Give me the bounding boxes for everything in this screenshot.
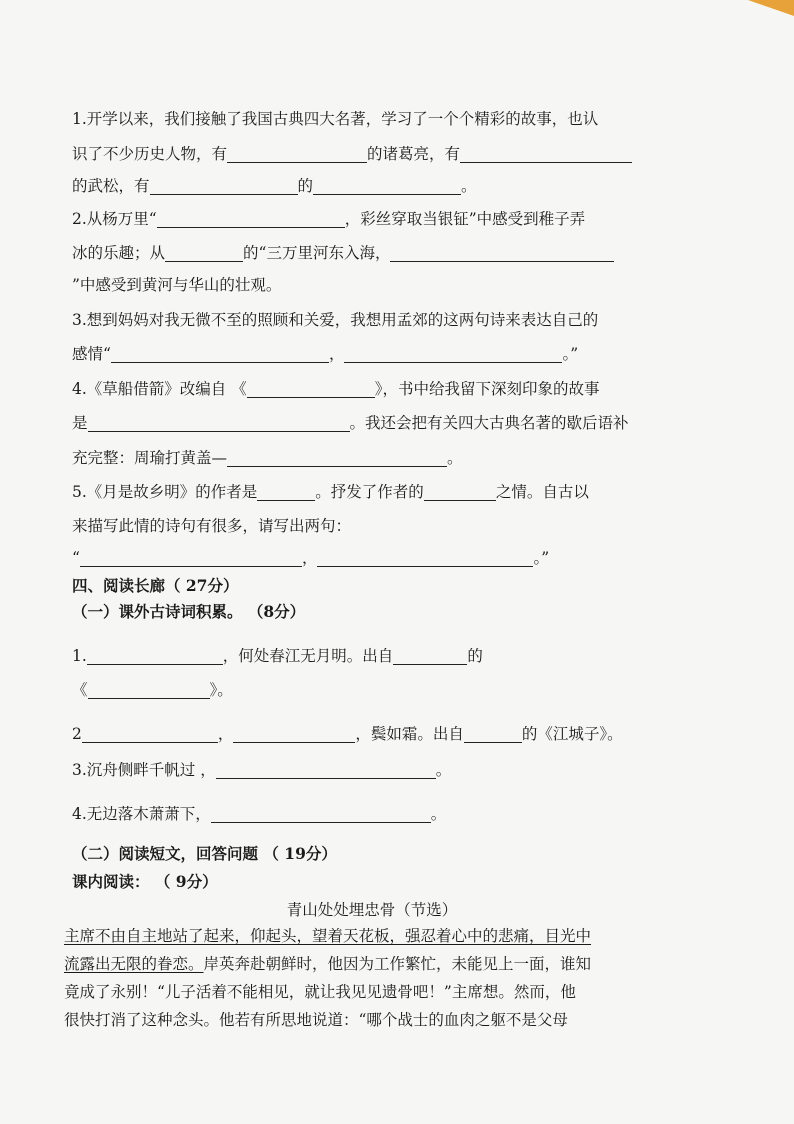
poem-q1-blank-2[interactable] — [393, 648, 467, 665]
q2-line-2 — [72, 243, 614, 263]
q4-text-3b: 。 — [447, 449, 463, 467]
q5-blank-2[interactable] — [424, 484, 496, 501]
inclass-reading-title-text: 课内阅读： （ 9分） — [72, 872, 218, 891]
poem-q2-text-c: ，鬓如霜。出自 — [355, 725, 464, 743]
q3-text-1: 3.想到妈妈对我无微不至的照顾和关爱，我想用孟郊的这两句诗来表达自己的 — [72, 311, 599, 329]
q4-blank-2[interactable] — [88, 415, 350, 432]
inclass-reading-title — [72, 872, 218, 892]
q5-line-1 — [72, 482, 589, 502]
passage-text-3: 竟成了永别！“儿子活着不能相见，就让我见见遗骨吧！”主席想。然而，他 — [64, 983, 576, 1001]
poem-q2-blank-2[interactable] — [233, 726, 355, 743]
poem-q2-text-b: ， — [217, 725, 234, 743]
passage-title-text: 青山处处埋忠骨（节选） — [286, 901, 458, 919]
q1-text-3a: 的武松，有 — [72, 177, 150, 195]
q4-text-1a: 4.《草船借箭》改编自 《 — [72, 380, 247, 398]
poem-q2-text-d: 的《江城子》。 — [521, 725, 623, 743]
q1-text-2a: 识了不少历史人物，有 — [72, 145, 228, 163]
q5-text-3c: 。” — [533, 549, 550, 567]
q5-blank-4[interactable] — [317, 550, 533, 567]
q3-text-2b: ， — [328, 345, 345, 363]
poem-q2-line — [72, 724, 623, 744]
q1-blank-1[interactable] — [227, 146, 367, 163]
q3-blank-1[interactable] — [111, 346, 329, 363]
q2-text-1a: 2.从杨万里“ — [72, 210, 157, 228]
q1-text-1: 1.开学以来，我们接触了我国古典四大名著，学习了一个个精彩的故事，也认 — [72, 110, 599, 128]
passage-line-4 — [64, 1010, 568, 1030]
corner-color-tab — [748, 0, 794, 16]
q5-text-2: 来描写此情的诗句有很多，请写出两句： — [72, 517, 352, 535]
passage-text-4: 很快打消了这种念头。他若有所思地说道：“哪个战士的血肉之躯不是父母 — [64, 1011, 568, 1029]
poem-q1-line-2 — [72, 680, 233, 700]
poem-q4-text-b: 。 — [430, 805, 447, 823]
q1-blank-4[interactable] — [313, 178, 461, 195]
poem-q2-blank-3[interactable] — [464, 726, 522, 743]
poem-q2-blank-1[interactable] — [82, 726, 218, 743]
q5-text-3b: ， — [301, 549, 318, 567]
part2-title-text: （二）阅读短文，回答问题 （ 19分） — [72, 844, 337, 863]
poem-q1-text-c: 的 — [467, 647, 483, 665]
q2-blank-2[interactable] — [165, 245, 243, 262]
part1-title — [72, 602, 305, 622]
q2-line-3 — [72, 275, 281, 295]
poem-q1-blank-3[interactable] — [88, 682, 210, 699]
q4-blank-1[interactable] — [247, 381, 375, 398]
passage-title — [72, 900, 672, 920]
part1-title-text: （一）课外古诗词积累。 （8分） — [72, 602, 306, 621]
poem-q3-line — [72, 760, 451, 780]
q1-line-3 — [72, 176, 477, 196]
section4-title — [72, 576, 238, 596]
passage-line-1 — [64, 926, 591, 946]
q4-text-3a: 充完整：周瑜打黄盖— — [72, 449, 228, 467]
q2-line-1 — [72, 209, 585, 229]
passage-text-1: 主席不由自主地站了起来，仰起头，望着天花板，强忍着心中的悲痛，目光中 — [64, 927, 592, 945]
poem-q1-text-e: 》。 — [209, 681, 233, 699]
q1-line-1 — [72, 109, 598, 129]
q5-text-3a: “ — [72, 549, 80, 567]
q4-line-1 — [72, 379, 599, 399]
section4-title-text: 四、阅读长廊（ 27分） — [72, 576, 239, 595]
q2-blank-3[interactable] — [390, 245, 614, 262]
poem-q1-blank-1[interactable] — [87, 648, 223, 665]
poem-q1-text-a: 1. — [72, 647, 87, 665]
poem-q3-text-b: 。 — [435, 761, 452, 779]
q1-line-2 — [72, 144, 632, 164]
q5-line-2 — [72, 516, 351, 536]
passage-text-2-underlined: 流露出无限的眷恋。 — [64, 955, 204, 973]
q3-text-2c: 。” — [562, 345, 579, 363]
q4-line-3 — [72, 448, 463, 468]
q2-text-2b: 的“三万里河东入海， — [243, 244, 391, 262]
q5-blank-1[interactable] — [257, 484, 315, 501]
q4-text-2a: 是 — [72, 414, 88, 432]
passage-line-2 — [64, 954, 591, 974]
q3-line-1 — [72, 310, 598, 330]
poem-q2-text-a: 2 — [72, 725, 82, 743]
poem-q3-text-a: 3.沉舟侧畔千帆过 ， — [72, 761, 216, 779]
q4-line-2 — [72, 413, 629, 433]
q3-line-2 — [72, 344, 578, 364]
poem-q4-line — [72, 804, 446, 824]
poem-q1-line-1 — [72, 646, 483, 666]
q4-text-1b: 》，书中给我留下深刻印象的故事 — [374, 380, 600, 398]
passage-line-3 — [64, 982, 576, 1002]
q2-text-2a: 冰的乐趣；从 — [72, 244, 166, 262]
q1-text-2b: 的诸葛亮，有 — [367, 145, 461, 163]
q1-text-3b: 的 — [297, 177, 314, 195]
poem-q1-text-d: 《 — [72, 681, 88, 699]
q1-blank-3[interactable] — [150, 178, 298, 195]
q4-blank-3[interactable] — [227, 450, 447, 467]
poem-q4-blank[interactable] — [211, 806, 431, 823]
q1-blank-2[interactable] — [460, 146, 632, 163]
q5-line-3 — [72, 548, 549, 568]
q2-text-1b: ，彩丝穿取当银钲”中感受到稚子弄 — [344, 210, 586, 228]
q5-text-1c: 之情。自古以 — [495, 483, 589, 501]
q2-blank-1[interactable] — [157, 211, 345, 228]
poem-q1-text-b: ，何处春江无月明。出自 — [222, 647, 394, 665]
passage-text-2-rest: 岸英奔赴朝鲜时，他因为工作繁忙，未能见上一面，谁知 — [203, 955, 592, 973]
q4-text-2b: 。我还会把有关四大古典名著的歇后语补 — [349, 414, 629, 432]
q5-text-1b: 。抒发了作者的 — [315, 483, 424, 501]
q5-blank-3[interactable] — [80, 550, 302, 567]
poem-q3-blank[interactable] — [216, 762, 436, 779]
q1-text-3c: 。 — [461, 177, 477, 195]
poem-q4-text-a: 4.无边落木萧萧下， — [72, 805, 211, 823]
q5-text-1a: 5.《月是故乡明》的作者是 — [72, 483, 258, 501]
part2-title — [72, 844, 337, 864]
q2-text-3: ”中感受到黄河与华山的壮观。 — [72, 276, 282, 294]
q3-text-2a: 感情“ — [72, 345, 111, 363]
q3-blank-2[interactable] — [344, 346, 562, 363]
